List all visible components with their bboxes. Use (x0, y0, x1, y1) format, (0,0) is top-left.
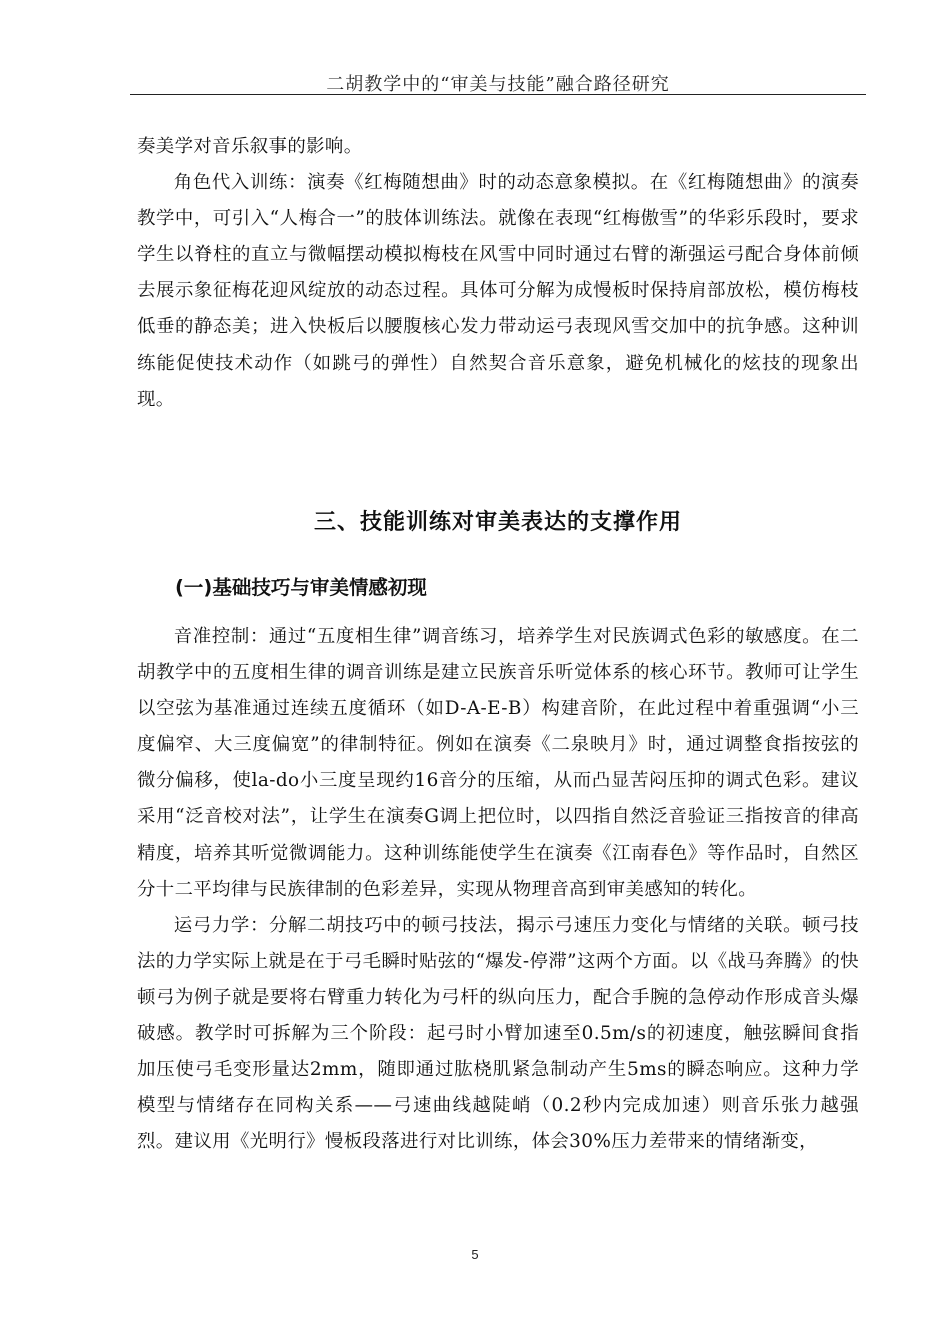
running-header: 二胡教学中的“审美与技能”融合路径研究 (326, 74, 670, 95)
header-divider (130, 94, 866, 95)
section-heading: 三、技能训练对审美表达的支撑作用 (313, 510, 682, 535)
page-number: 5 (471, 1247, 479, 1262)
subsection-heading: (一)基础技巧与审美情感初现 (175, 576, 427, 599)
pitch-control-paragraph: 音准控制：通过“五度相生律”调音练习，培养学生对民族调式色彩的敏感度。在二胡教学中的五度相生律的调音训练是建立民族音乐听觉体系的核心环节。教师可让学生以空弦为基准通过连续五度循环（如D-A-E-B）构建音阶，在此过程中着重强调“小三度偏窄、大三度偏宽”的律制特征。例如在演奏《二泉映月》时，通过调整食指按弦的微分偏移，使la-do小三度呈现约16音分的压缩，从而凸显苦闷压抑的调式色彩。建议采用“泛音校对法”，让学生在演奏G调上把位时，以四指自然泛音验证三指按音的律高精度，培养其听觉微调能力。这种训练能使学生在演奏《江南春色》等作品时，自然区分十二平均律与民族律制的色彩差异，实现从物理音高到审美感知的转化。 (137, 626, 859, 900)
role-training-paragraph: 角色代入训练：演奏《红梅随想曲》时的动态意象模拟。在《红梅随想曲》的演奏教学中，可引入“人梅合一”的肢体训练法。就像在表现“红梅傲雪”的华彩乐段时，要求学生以脊柱的直立与微幅摆动模拟梅枝在风雪中同时通过右臂的渐强运弓配合身体前倾去展示象征梅花迎风绽放的动态过程。具体可分解为成慢板时保持肩部放松，模仿梅枝低垂的静态美；进入快板后以腰腹核心发力带动运弓表现风雪交加中的抗争感。这种训练能促使技术动作（如跳弓的弹性）自然契合音乐意象，避免机械化的炫技的现象出现。 (137, 172, 859, 410)
continuation-paragraph: 奏美学对音乐叙事的影响。 (137, 136, 363, 157)
bowing-mechanics-paragraph: 运弓力学：分解二胡技巧中的顿弓技法，揭示弓速压力变化与情绪的关联。顿弓技法的力学实际上就是在于弓毛瞬时贴弦的“爆发-停滞”这两个方面。以《战马奔腾》的快顿弓为例子就是要将右臂重力转化为弓杆的纵向压力，配合手腕的急停动作形成音头爆破感。教学时可拆解为三个阶段：起弓时小臂加速至0.5m/s的初速度，触弦瞬间食指加压使弓毛变形量达2mm，随即通过肱桡肌紧急制动产生5ms的瞬态响应。这种力学模型与情绪存在同构关系——弓速曲线越陡峭（0.2秒内完成加速）则音乐张力越强烈。建议用《光明行》慢板段落进行对比训练，体会30%压力差带来的情绪渐变， (137, 914, 859, 1153)
section-body (137, 619, 859, 1160)
intro-block (137, 129, 859, 418)
